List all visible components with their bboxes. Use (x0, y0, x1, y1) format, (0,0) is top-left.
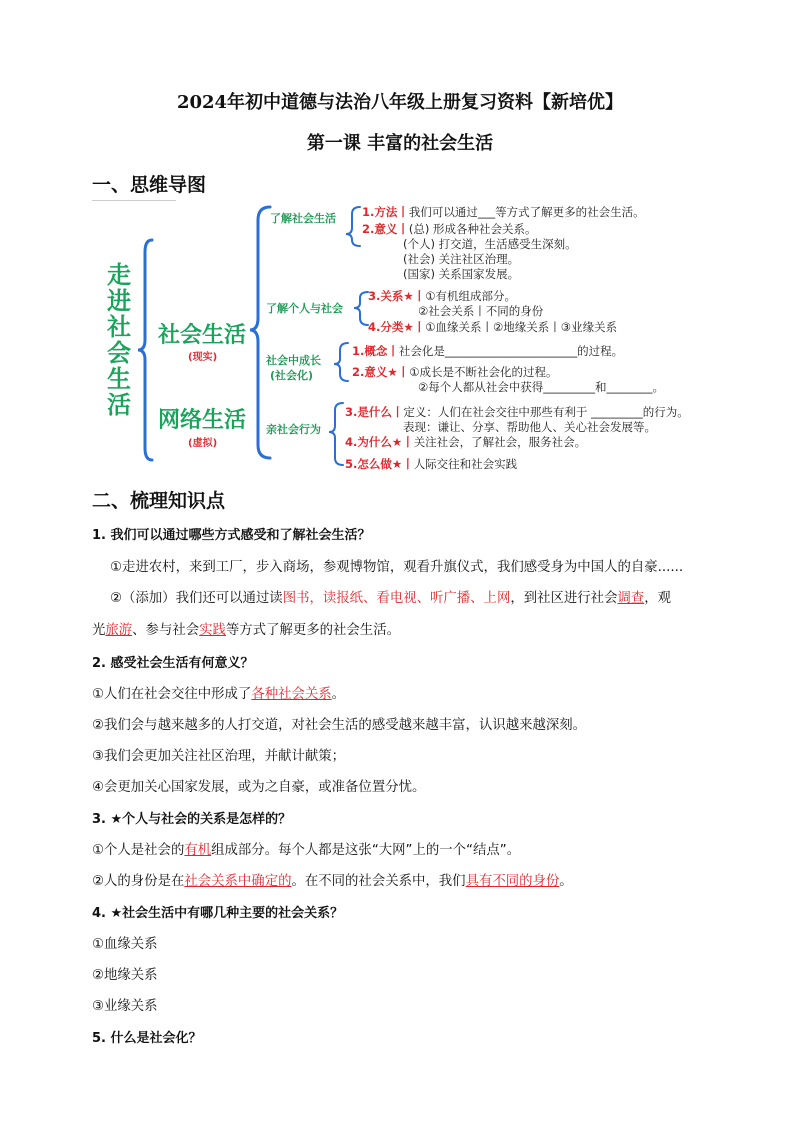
branch-online-life: 网络生活 (158, 408, 247, 433)
map-text: ①血缘关系丨②地缘关系丨③业缘关系 (425, 320, 618, 334)
map-text: (总) 形成各种社会关系。 (408, 222, 537, 236)
branch-online-life-note: (虚拟) (188, 438, 218, 449)
map-text: 人际交往和社会实践 (413, 457, 518, 471)
map-text: 定义：人们在社会交往中那些有利于 _________的行为。 (403, 405, 689, 419)
text: 。 (559, 874, 573, 889)
text: ①人们在社会交往中形成了 (92, 687, 252, 702)
map-key: 1.概念丨 (352, 344, 399, 358)
key-term: 调查 (617, 591, 645, 606)
key-term: 有机 (184, 843, 212, 858)
map-line (368, 319, 617, 335)
map-key: 1.方法丨 (362, 205, 409, 219)
section-knowledge-heading: 二、梳理知识点 (92, 490, 226, 512)
map-line (362, 221, 537, 237)
sub-prosocial-behavior: 亲社会行为 (266, 423, 321, 436)
sub-understand-society: 了解社会生活 (270, 212, 336, 225)
answer-line: ③业缘关系 (92, 999, 158, 1014)
sub-socialization: (社会化) (270, 369, 314, 382)
document-title: 2024年初中道德与法治八年级上册复习资料【新培优】 (176, 92, 624, 113)
answer-line (92, 683, 345, 702)
question-1: 1. 我们可以通过哪些方式感受和了解社会生活？ (92, 528, 371, 543)
answer-line: ③我们会更加关注社区治理，并献计献策； (92, 749, 346, 764)
map-key: 3.关系★丨 (368, 289, 426, 303)
answer-line (92, 839, 520, 858)
question-3: 3. ★个人与社会的关系是怎样的？ (92, 812, 292, 827)
key-term: 旅游 (105, 623, 133, 638)
map-text: ①有机组成部分。 (425, 289, 516, 303)
map-key: 2.意义丨 (362, 222, 409, 236)
text: ②人的身份是在 (92, 874, 185, 889)
map-line: 表现：谦让、分享、帮助他人、关心社会发展等。 (403, 420, 656, 434)
answer-line (92, 619, 400, 638)
root-char: 走 (107, 261, 131, 289)
highlight-text: 图书，读报纸、看电视、听广播、上网 (282, 591, 511, 606)
text: ②（添加）我们还可以通过读 (110, 591, 283, 606)
question-4: 4. ★社会生活中有哪几种主要的社会关系？ (92, 906, 344, 921)
root-char: 社 (107, 313, 131, 341)
mind-map (0, 0, 800, 480)
mind-map-root (104, 262, 134, 418)
map-key: 3.是什么丨 (345, 405, 404, 419)
root-char: 会 (107, 339, 131, 367)
branch-social-life-note: (现实) (188, 352, 218, 363)
map-line: ②社会关系丨不同的身份 (418, 304, 544, 318)
map-key: 4.分类★丨 (368, 320, 426, 334)
text: ①个人是社会的 (92, 843, 185, 858)
answer-line: ①走进农村，来到工厂，步入商场，参观博物馆，观看升旗仪式，我们感受身为中国人的自豪...... (110, 560, 684, 575)
map-text: ①成长是不断社会化的过程。 (409, 365, 558, 379)
map-line: ②每个人都从社会中获得_________和________。 (418, 380, 665, 394)
text: ，观 (644, 591, 672, 606)
branch-social-life: 社会生活 (158, 323, 247, 348)
sub-individual-society: 了解个人与社会 (266, 302, 343, 315)
map-key: 2.意义★丨 (352, 365, 410, 379)
question-2: 2. 感受社会生活有何意义？ (92, 656, 254, 671)
map-text: 社会化是_______________________的过程。 (398, 344, 624, 358)
question-5: 5. 什么是社会化？ (92, 1031, 202, 1046)
key-term: 实践 (199, 623, 226, 638)
text: 光 (92, 623, 106, 638)
map-line (345, 456, 517, 472)
map-text: 关注社会，了解社会，服务社会。 (413, 435, 587, 449)
map-line: (社会) 关注社区治理。 (403, 252, 520, 266)
root-char: 生 (107, 365, 131, 393)
section-mindmap-heading: 一、思维导图 (92, 174, 207, 196)
answer-line (92, 870, 573, 889)
root-char: 活 (107, 391, 131, 419)
sub-growth-in-society: 社会中成长 (266, 354, 321, 367)
text: ，到社区进行社会 (510, 591, 618, 606)
answer-line: ④会更加关心国家发展，或为之自豪，或准备位置分忧。 (92, 780, 426, 795)
map-line: (国家) 关系国家发展。 (403, 267, 520, 281)
map-line (345, 404, 689, 420)
map-key: 5.怎么做★丨 (345, 457, 414, 471)
answer-line (110, 587, 671, 606)
key-term: 具有不同的身份 (465, 874, 560, 889)
map-line (362, 204, 645, 220)
text: 、参与社会 (132, 623, 200, 638)
lesson-title: 第一课 丰富的社会生活 (306, 133, 494, 154)
key-term: 各种社会关系 (251, 687, 332, 702)
map-key: 4.为什么★丨 (345, 435, 414, 449)
map-line (352, 364, 558, 380)
map-line: (个人) 打交道，生活感受生深刻。 (403, 237, 577, 251)
map-line (345, 434, 586, 450)
text: 。在不同的社会关系中，我们 (291, 874, 466, 889)
map-line (368, 288, 516, 304)
key-term: 社会关系中确定的 (184, 874, 292, 889)
map-line (352, 343, 623, 359)
answer-line: ①血缘关系 (92, 937, 158, 952)
map-text: 我们可以通过___等方式了解更多的社会生活。 (408, 205, 645, 219)
text: 等方式了解更多的社会生活。 (225, 623, 400, 638)
answer-line: ②地缘关系 (92, 968, 158, 983)
text: 。 (331, 687, 346, 702)
text: 组成部分。每个人都是这张“大网”上的一个“结点”。 (211, 843, 521, 858)
answer-line: ②我们会与越来越多的人打交道，对社会生活的感受越来越丰富，认识越来越深刻。 (92, 718, 587, 733)
root-char: 进 (107, 287, 131, 315)
